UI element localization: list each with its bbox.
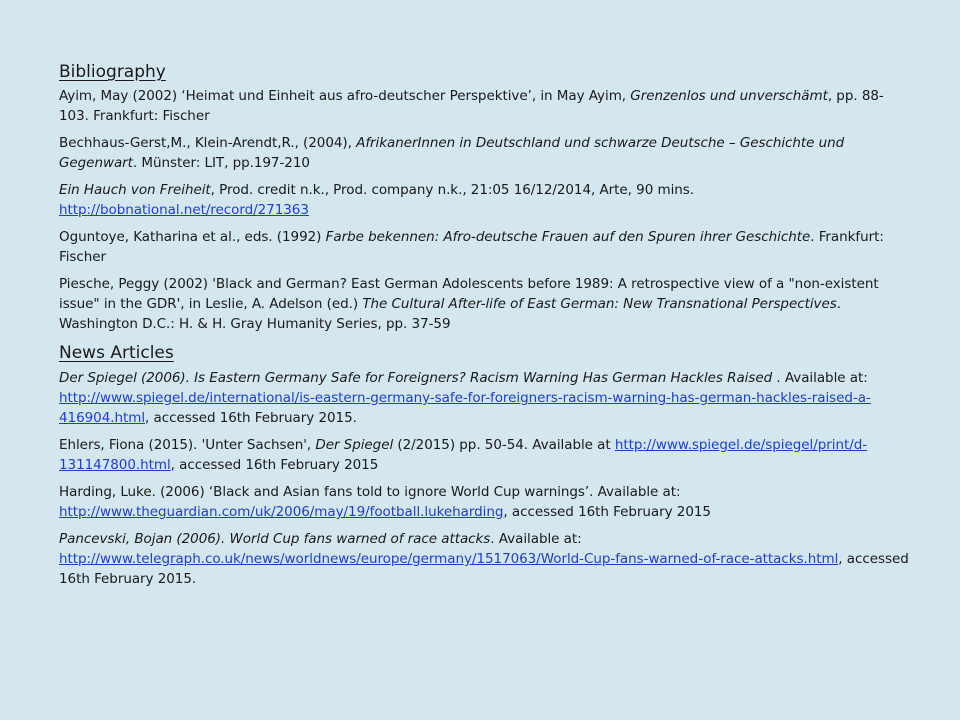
entry-text: . Frankfurt: Fischer <box>59 229 884 265</box>
bibliography-entry-piesche <box>59 274 909 334</box>
entry-text: . Available at: <box>772 370 868 386</box>
entry-text: , accessed 16th February 2015. <box>59 551 909 587</box>
entry-text: Ehlers, Fiona (2015). 'Unter Sachsen', <box>59 437 316 453</box>
bibliography-entry-ayim <box>59 86 909 126</box>
news-entry-harding <box>59 482 909 522</box>
entry-text: , accessed 16th February 2015 <box>170 457 379 473</box>
entry-text: , Prod. credit n.k., Prod. company n.k., 21:05 16/12/2014, Arte, 90 mins. <box>210 182 695 198</box>
entry-title: Der Spiegel <box>315 437 394 453</box>
entry-text: , accessed 16th February 2015. <box>145 410 357 426</box>
bibliography-entry-bechhaus-gerst <box>59 133 909 173</box>
entry-title: Grenzenlos und unverschämt <box>630 88 828 104</box>
entry-text: , pp. 88-103. Frankfurt: Fischer <box>59 88 884 124</box>
entry-title: Pancevski, Bojan (2006). World Cup fans warned of race attacks <box>59 531 491 547</box>
entry-link[interactable]: http://www.spiegel.de/international/is-eastern-germany-safe-for-foreigners-racism-warning-has-german-hackles-raised-a-416904.html <box>59 390 871 426</box>
entry-title: The Cultural After-life of East German: New Transnational Perspectives <box>362 296 837 312</box>
news-articles-heading: News Articles <box>59 343 174 363</box>
bibliography-entry-hauch-von-freiheit <box>59 180 909 220</box>
entry-text: . Available at: <box>490 531 582 547</box>
entry-text: Bechhaus-Gerst,M., Klein-Arendt,R., (2004), <box>59 135 357 151</box>
entry-text: (2/2015) pp. 50-54. Available at <box>393 437 615 453</box>
entry-text: Ayim, May (2002) ‘Heimat und Einheit aus afro-deutscher Perspektive’, in May Ayim, <box>59 88 631 104</box>
entry-text: Harding, Luke. (2006) ‘Black and Asian fans told to ignore World Cup warnings’. Available at: <box>59 484 681 500</box>
entry-title: Farbe bekennen: Afro-deutsche Frauen auf den Spuren ihrer Geschichte <box>325 229 811 245</box>
entry-text: , accessed 16th February 2015 <box>503 504 711 520</box>
entry-link[interactable]: http://www.spiegel.de/spiegel/print/d-131147800.html <box>59 437 868 473</box>
news-entry-ehlers <box>59 435 909 475</box>
bibliography-entry-oguntoye <box>59 227 909 267</box>
entry-link[interactable]: http://bobnational.net/record/271363 <box>59 202 309 218</box>
entry-text: Oguntoye, Katharina et al., eds. (1992) <box>59 229 326 245</box>
news-entry-spiegel-2006 <box>59 368 909 428</box>
entry-title: Ein Hauch von Freiheit <box>59 182 211 198</box>
entry-text: . Münster: LIT, pp.197-210 <box>132 155 310 171</box>
entry-link[interactable]: http://www.telegraph.co.uk/news/worldnews/europe/germany/1517063/World-Cup-fans-warned-of-race-attacks.html <box>59 551 839 567</box>
slide-content <box>59 60 909 596</box>
news-entry-pancevski <box>59 529 909 589</box>
entry-title: AfrikanerInnen in Deutschland und schwarze Deutsche – Geschichte und Gegenwart <box>59 135 845 171</box>
entry-text: Piesche, Peggy (2002) 'Black and German? East German Adolescents before 1989: A retrospective view of a "non-existent issue" in the GDR', in Leslie, A. Adelson (ed.) <box>59 276 879 312</box>
entry-text: . Washington D.C.: H. & H. Gray Humanity Series, pp. 37-59 <box>59 296 841 332</box>
entry-link[interactable]: http://www.theguardian.com/uk/2006/may/19/football.lukeharding <box>59 504 504 520</box>
bibliography-heading: Bibliography <box>59 62 166 82</box>
entry-title: Der Spiegel (2006). Is Eastern Germany Safe for Foreigners? Racism Warning Has German Hackles Raised <box>59 370 773 386</box>
